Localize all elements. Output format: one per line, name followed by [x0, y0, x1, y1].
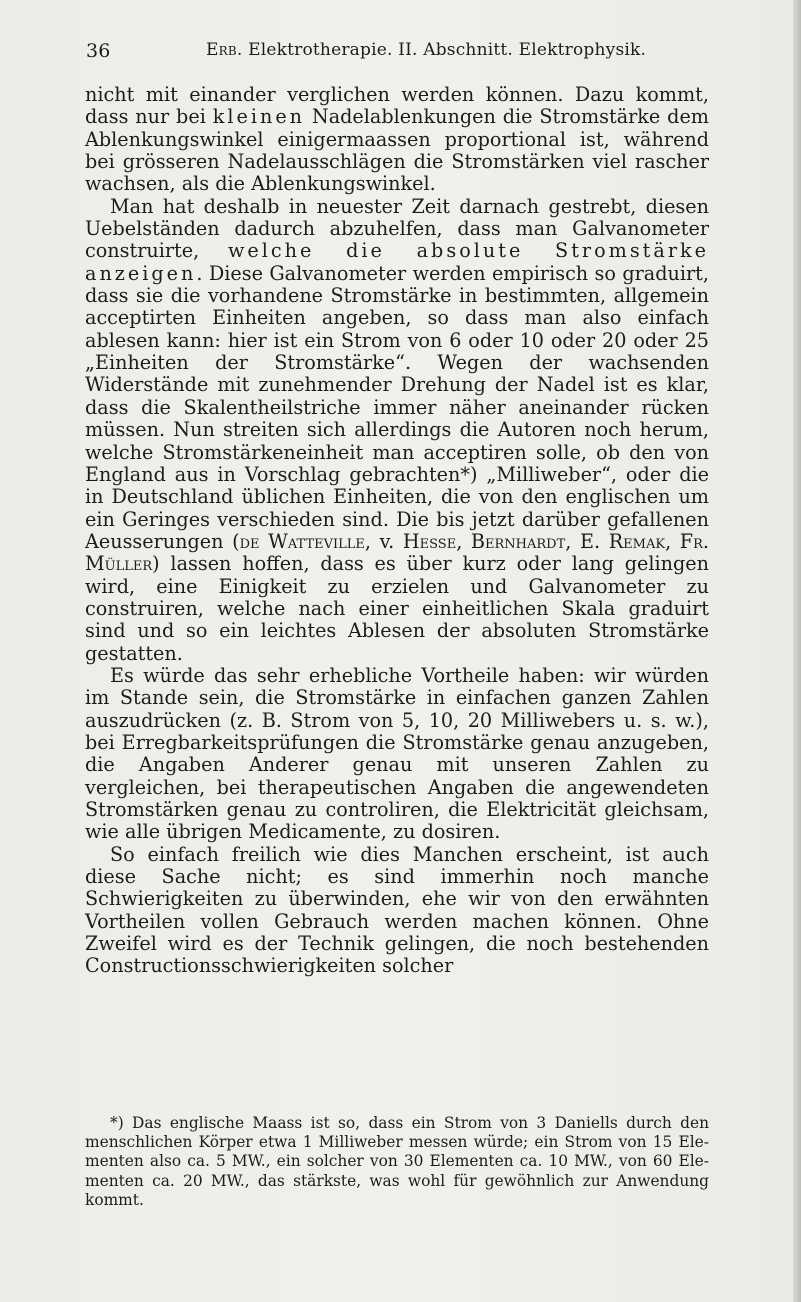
text-run: Man hat deshalb in neuester Zeit darnach gestrebt, diesen Uebelständen dadurch abzuhelfen, dass man Galvanometer construirte, [85, 194, 709, 263]
text-run: . Diese Galvanometer werden empirisch so graduirt, dass sie die vorhandene Stromstärke in bestimmten, allgemein acceptirten Einheiten angeben, so dass man also einfach ablesen kann: hier ist ein Strom von 6 oder 10 oder 20 oder 25 „Einheiten der Stromstärke“. Wegen der wachsenden Widerstände mit zunehmender Drehung der Nadel ist es klar, dass die Skalentheilstriche immer näher aneinander rücken müssen. Nun streiten sich allerdings die Autoren noch herum, welche Stromstärkeneinheit man acceptiren solle, ob den von England aus in Vorschlag gebrachten*) „Milliweber“, oder die in Deutschland üblichen Einheiten, die von den englischen um ein Geringes verschieden sind. Die bis jetzt darüber gefallenen Aeusserungen ( [85, 261, 709, 553]
emphasis-kleinen: kleinen [212, 105, 306, 129]
text-run: Nadelablenkungen die Stromstärke dem Ablenkungswinkel einigermaassen proportional ist, während bei grösseren Nadelausschlägen die Stromstärken viel rascher wachsen, als die Ablenkungswinkel. [85, 105, 710, 196]
author-name: Hesse [402, 529, 457, 553]
text-run: , v. [364, 529, 403, 553]
text-run: , E. [565, 529, 609, 553]
running-title [206, 40, 646, 60]
author-name: Bernhardt [470, 529, 566, 553]
footnote [85, 1114, 709, 1210]
paragraph-4: So einfach freilich wie dies Manchen erscheint, ist auch diese Sache nicht; es sind immerhin noch manche Schwierigkeiten zu überwinden, ehe wir von den erwähnten Vortheilen vollen Gebrauch werden machen können. Ohne Zweifel wird es der Technik gelingen, die noch bestehenden Constructionsschwierigkeiten solcher [85, 842, 709, 978]
header-title: . Elektrotherapie. II. Abschnitt. Elektrophysik. [236, 40, 647, 60]
text-run: , [456, 529, 471, 553]
running-header [86, 36, 706, 62]
main-text [85, 84, 709, 978]
paragraph-3: Es würde das sehr erhebliche Vortheile haben: wir würden im Stande sein, die Stromstärke in einfachen ganzen Zahlen auszudrücken (z. B. Strom von 5, 10, 20 Milliwebers u. s. w.), bei Erregbarkeitsprüfungen die Stromstärke genau anzugeben, die Angaben Anderer genau mit unseren Zahlen zu vergleichen, bei therapeutischen Angaben die angewendeten Stromstärken genau zu controliren, die Elektricität gleichsam, wie alle übrigen Medicamente, zu dosiren. [85, 663, 709, 844]
author-name: de Watteville [239, 529, 365, 553]
footnote-text: *) Das englische Maass ist so, dass ein Strom von 3 Daniells durch den menschlichen Körper etwa 1 Milliweber messen würde; ein Strom von 15 Elementen also ca. 5 MW., ein solcher von 30 Elementen ca. 10 MW., von 60 Elementen ca. 20 MW., das stärkste, was wohl für gewöhnlich zur Anwendung kommt. [85, 1114, 709, 1209]
header-author: Erb [206, 40, 237, 60]
paragraph-2 [85, 196, 709, 665]
emphasis-absolute-stromstaerke: welche die absolute Stromstärke anzeigen [85, 239, 709, 285]
paragraph-1 [85, 84, 709, 196]
text-run: ) lassen hoffen, dass es über kurz oder lang gelingen wird, eine Einigkeit zu erzielen und Galvanometer zu construiren, welche nach einer einheitlichen Skala graduirt sind und so ein leichtes Ablesen der absoluten Stromstärke gestatten. [85, 552, 709, 665]
author-name: Fr. Müller [85, 529, 709, 576]
text-run: nicht mit einander verglichen werden können. Dazu kommt, dass nur bei [85, 83, 709, 129]
author-name: Remak [608, 529, 666, 553]
page-number: 36 [86, 40, 111, 62]
text-run: , [665, 529, 680, 553]
page-edge-shadow [793, 0, 801, 1302]
